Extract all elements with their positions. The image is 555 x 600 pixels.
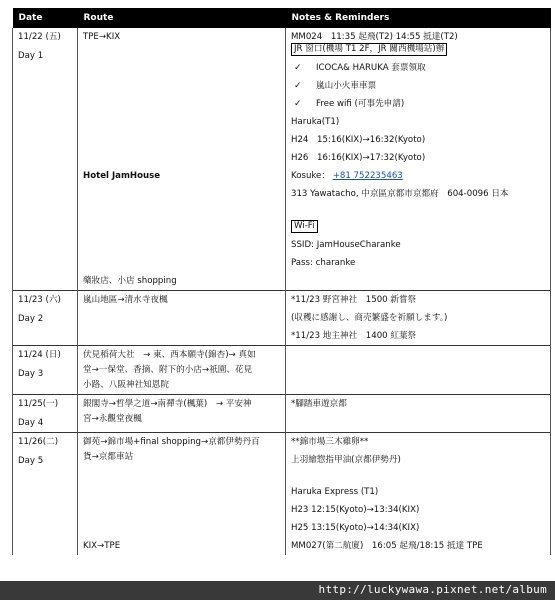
route-cell-day4 [78, 395, 286, 433]
date-cell-day1 [13, 28, 78, 291]
note-flight-mm024: MM024 11:35 起飛(T2) 14:55 抵達(T2) [291, 32, 458, 42]
note-day2-1: *11/23 野宮神社 1500 新嘗祭 [291, 295, 417, 305]
route-cell-day5 [78, 433, 286, 538]
table-row-day1-hotel [13, 167, 551, 272]
checklist-item-train [291, 80, 546, 92]
notes-cell-day4 [286, 395, 551, 433]
checkmark-icon: ✓ [294, 81, 302, 91]
table-header-row [13, 8, 551, 28]
note-kosuke [291, 170, 546, 182]
checklist-label-wifi: Free wifi (可事先申請) [316, 99, 405, 109]
route-day3-2: 堂→一保堂、香摘、附下的小店→祇園、花見 [83, 365, 253, 375]
header-date: Date [13, 8, 78, 28]
route-cell-day1-hotel [78, 167, 286, 272]
checkmark-icon: ✓ [294, 99, 302, 109]
kosuke-phone-link[interactable]: +81 752235463 [332, 171, 403, 181]
route-day4-2: 宮→永觀堂夜楓 [83, 414, 142, 424]
date-day4: 11/25(一) [18, 399, 59, 409]
table-row-day5 [13, 433, 551, 538]
day-label-day4: Day 4 [18, 418, 44, 428]
table-row-day3 [13, 346, 551, 395]
header-notes: Notes & Reminders [286, 8, 551, 28]
table-row-day1-shopping [13, 272, 551, 291]
note-day5-return: MM027(第二航廈) 16:05 起飛/18:15 抵達 TPE [291, 541, 483, 551]
note-day2-3: *11/23 地主神社 1400 紅葉祭 [291, 331, 417, 341]
checklist-item-wifi [291, 98, 546, 110]
note-day5-1: **錦市場三木雞卵** [291, 437, 369, 447]
table-row-day1 [13, 28, 551, 167]
note-h24: H24 15:16(KIX)→16:32(Kyoto) [291, 135, 426, 145]
notes-cell-day2 [286, 291, 551, 346]
notes-cell-day3 [286, 346, 551, 395]
route-cell-day1-flight [78, 28, 286, 167]
checklist-item-icoca [291, 62, 546, 74]
note-jr-window: JR 窗口(機場 T1 2F，JR 關西機場站)辦 [291, 43, 447, 56]
date-day5: 11/26(二) [18, 437, 59, 447]
route-cell-day2 [78, 291, 286, 346]
route-day3-3: 小路、八阪神社知恩院 [83, 380, 169, 390]
checkmark-icon: ✓ [294, 63, 302, 73]
route-day5-1: 御苑→錦市場+final shopping→京都伊勢丹百 [83, 437, 260, 447]
note-pass: Pass: charanke [291, 258, 356, 268]
route-cell-day1-shopping [78, 272, 286, 291]
note-haruka: Haruka(T1) [291, 117, 340, 127]
date-cell-day3 [13, 346, 78, 395]
notes-cell-day5 [286, 433, 551, 538]
route-cell-day3 [78, 346, 286, 395]
day-label-day2: Day 2 [18, 314, 44, 324]
route-day5-return: KIX→TPE [83, 541, 121, 551]
watermark-url: http://luckywawa.pixnet.net/album [318, 583, 547, 596]
table-row-day4 [13, 395, 551, 433]
date-cell-day2 [13, 291, 78, 346]
note-day5-3: Haruka Express (T1) [291, 487, 379, 497]
note-day5-5: H25 13:15(Kyoto)→14:34(KIX) [291, 523, 420, 533]
note-day2-2: (収穫に感謝し、商売繁盛を祈願します。) [291, 313, 448, 323]
notes-cell-day1-flight [286, 28, 551, 167]
table-row-day5-return [13, 537, 551, 555]
checklist-label-icoca: ICOCA& HARUKA 套票領取 [316, 63, 426, 73]
date-cell-day5 [13, 433, 78, 556]
date-day3: 11/24 (日) [18, 350, 61, 360]
note-day5-2: 上羽繪惣指甲油(京都伊勢丹) [291, 455, 401, 465]
route-day5-2: 貨→京都車站 [83, 452, 134, 462]
header-route: Route [78, 8, 286, 28]
note-day5-4: H23 12:15(Kyoto)→13:34(KIX) [291, 505, 420, 515]
note-ssid: SSID: JamHouseCharanke [291, 240, 401, 250]
route-day1-hotel: Hotel JamHouse [83, 171, 161, 181]
route-day1-flight: TPE→KIX [83, 32, 121, 42]
date-cell-day4 [13, 395, 78, 433]
note-wifi-label: Wi-Fi [291, 220, 318, 233]
checklist-label-train: 嵐山小火車車票 [316, 81, 377, 91]
route-day3-1: 伏見稻荷大社 → 東、西本願寺(錦杏)→ 真如 [83, 350, 256, 360]
note-address: 313 Yawatacho, 中京區京都市京都府 604-0096 日本 [291, 189, 509, 199]
day-label-day1: Day 1 [18, 51, 44, 61]
day-label-day3: Day 3 [18, 369, 44, 379]
table-row-day2 [13, 291, 551, 346]
route-cell-day5-return [78, 537, 286, 555]
day-label-day5: Day 5 [18, 456, 44, 466]
itinerary-table [12, 8, 551, 555]
route-day4-1: 銀閣寺→哲學之道→南禪寺(楓葉) → 平安神 [83, 399, 252, 409]
date-day1: 11/22 (五) [18, 32, 61, 42]
route-day1-shopping: 藥妝店、小店 shopping [83, 276, 177, 286]
notes-cell-day5-return [286, 537, 551, 555]
notes-cell-day1-hotel [286, 167, 551, 272]
route-day2: 嵐山地區→清水寺夜楓 [83, 295, 168, 305]
note-day4: *腳踏車遊京都 [291, 399, 347, 409]
note-h26: H26 16:16(KIX)→17:32(Kyoto) [291, 153, 426, 163]
notes-cell-day1-shopping [286, 272, 551, 291]
kosuke-label: Kosuke： [291, 171, 330, 181]
watermark-bar [0, 581, 555, 600]
date-day2: 11/23 (六) [18, 295, 61, 305]
